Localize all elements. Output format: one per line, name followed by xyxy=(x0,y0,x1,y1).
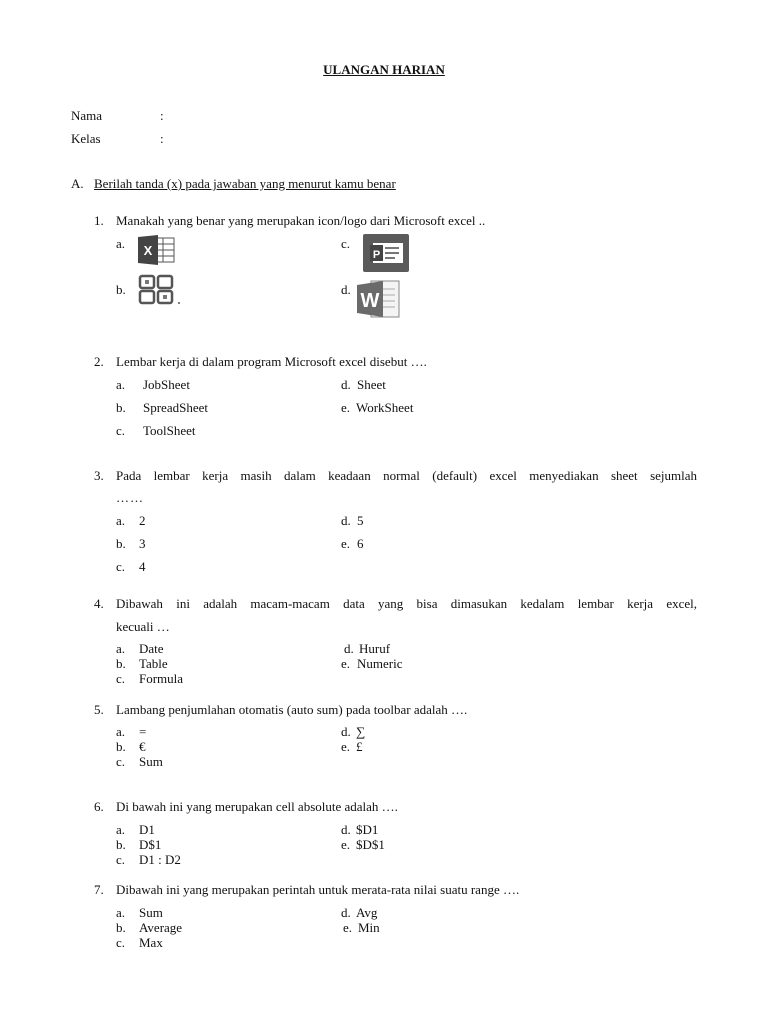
q5-option-e-letter: e. xyxy=(341,739,351,754)
q2-option-e-text: WorkSheet xyxy=(356,400,414,415)
q3-option-a-letter: a. xyxy=(116,513,126,528)
q3-option-d-letter: d. xyxy=(341,513,351,528)
question-5-number: 5. xyxy=(94,702,104,717)
nama-colon: : xyxy=(160,108,164,123)
question-6-number: 6. xyxy=(94,799,104,814)
q3-option-b-text: 3 xyxy=(139,536,146,551)
question-3-continuation: …… xyxy=(116,490,144,505)
question-4-text: Dibawah ini adalah macam-macam data yang bisa dimasukan kedalam lembar kerja excel, xyxy=(116,596,697,611)
q5-option-c-text: Sum xyxy=(139,754,163,769)
kelas-label: Kelas xyxy=(71,131,101,146)
q1-option-b-letter: b. xyxy=(116,282,126,297)
q7-option-a-text: Sum xyxy=(139,905,163,920)
question-3-text: Pada lembar kerja masih dalam keadaan normal (default) excel menyediakan sheet sejumlah xyxy=(116,468,697,483)
excel-logo-icon xyxy=(138,235,176,265)
q4-option-d-text: Huruf xyxy=(359,641,391,656)
q6-option-d-letter: d. xyxy=(341,822,351,837)
q5-option-b-letter: b. xyxy=(116,739,126,754)
svg-text:W: W xyxy=(360,290,380,312)
q7-option-d-text: Avg xyxy=(356,905,378,920)
q4-option-b-text: Table xyxy=(139,656,168,671)
svg-text:P: P xyxy=(372,249,381,261)
q3-option-d-text: 5 xyxy=(357,513,364,528)
q5-option-c-letter: c. xyxy=(116,754,126,769)
q2-option-d-letter: d. xyxy=(341,377,351,392)
section-letter: A. xyxy=(71,176,84,191)
q5-option-e-text: £ xyxy=(356,739,363,754)
q6-option-b-letter: b. xyxy=(116,837,126,852)
q7-option-a-letter: a. xyxy=(116,905,126,920)
question-7-text: Dibawah ini yang merupakan perintah untuk merata-rata nilai suatu range …. xyxy=(116,882,520,897)
q7-option-d-letter: d. xyxy=(341,905,351,920)
question-5-text: Lambang penjumlahan otomatis (auto sum) pada toolbar adalah …. xyxy=(116,702,468,717)
question-3-number: 3. xyxy=(94,468,104,483)
q7-option-b-text: Average xyxy=(139,920,183,935)
q3-option-b-letter: b. xyxy=(116,536,126,551)
word-logo-icon xyxy=(357,279,401,319)
nama-label: Nama xyxy=(71,108,103,123)
section-instruction: Berilah tanda (x) pada jawaban yang menurut kamu benar xyxy=(94,176,396,191)
q2-option-b-text: SpreadSheet xyxy=(143,400,208,415)
q6-option-a-letter: a. xyxy=(116,822,126,837)
page-title: ULANGAN HARIAN xyxy=(323,62,445,77)
q7-option-e-text: Min xyxy=(358,920,380,935)
question-4-continuation: kecuali … xyxy=(116,619,170,634)
q4-option-b-letter: b. xyxy=(116,656,126,671)
q5-option-d-letter: d. xyxy=(341,724,351,739)
q4-option-a-letter: a. xyxy=(116,641,126,656)
q6-option-b-text: D$1 xyxy=(139,837,162,852)
q7-option-c-letter: c. xyxy=(116,935,126,950)
q4-option-c-letter: c. xyxy=(116,671,126,686)
q5-option-d-text: ∑ xyxy=(356,724,366,739)
question-2-number: 2. xyxy=(94,354,104,369)
q2-option-b-letter: b. xyxy=(116,400,126,415)
q7-option-e-letter: e. xyxy=(343,920,353,935)
q2-option-e-letter: e. xyxy=(341,400,351,415)
q5-option-a-letter: a. xyxy=(116,724,126,739)
question-1-number: 1. xyxy=(94,213,104,228)
powerpoint-logo-icon xyxy=(363,234,409,272)
q3-option-a-text: 2 xyxy=(139,513,146,528)
q3-option-e-text: 6 xyxy=(357,536,364,551)
q1-option-c-letter: c. xyxy=(341,236,351,251)
q4-option-a-text: Date xyxy=(139,641,164,656)
q4-option-c-text: Formula xyxy=(139,671,184,686)
q6-option-c-text: D1 : D2 xyxy=(139,852,181,867)
office-grid-logo-icon xyxy=(138,274,184,306)
q5-option-b-text: € xyxy=(139,739,146,754)
q1-option-d-letter: d. xyxy=(341,282,351,297)
q4-option-e-letter: e. xyxy=(341,656,351,671)
q5-option-a-text: = xyxy=(139,724,147,739)
q6-option-e-text: $D$1 xyxy=(356,837,385,852)
q3-option-c-text: 4 xyxy=(139,559,146,574)
question-4-number: 4. xyxy=(94,596,104,611)
q4-option-e-text: Numeric xyxy=(357,656,403,671)
q6-option-e-letter: e. xyxy=(341,837,351,852)
svg-text:X: X xyxy=(143,243,153,258)
q7-option-c-text: Max xyxy=(139,935,163,950)
q2-option-c-text: ToolSheet xyxy=(143,423,196,438)
q6-option-a-text: D1 xyxy=(139,822,155,837)
q2-option-c-letter: c. xyxy=(116,423,126,438)
q6-option-c-letter: c. xyxy=(116,852,126,867)
q4-option-d-letter: d. xyxy=(344,641,354,656)
question-7-number: 7. xyxy=(94,882,104,897)
question-6-text: Di bawah ini yang merupakan cell absolute adalah …. xyxy=(116,799,398,814)
q6-option-d-text: $D1 xyxy=(356,822,379,837)
question-2-text: Lembar kerja di dalam program Microsoft excel disebut …. xyxy=(116,354,427,369)
kelas-colon: : xyxy=(160,131,164,146)
q3-option-c-letter: c. xyxy=(116,559,126,574)
q2-option-d-text: Sheet xyxy=(357,377,386,392)
question-1-text: Manakah yang benar yang merupakan icon/logo dari Microsoft excel .. xyxy=(116,213,486,228)
q3-option-e-letter: e. xyxy=(341,536,351,551)
q1-option-a-letter: a. xyxy=(116,236,126,251)
q2-option-a-letter: a. xyxy=(116,377,126,392)
q7-option-b-letter: b. xyxy=(116,920,126,935)
q2-option-a-text: JobSheet xyxy=(143,377,190,392)
